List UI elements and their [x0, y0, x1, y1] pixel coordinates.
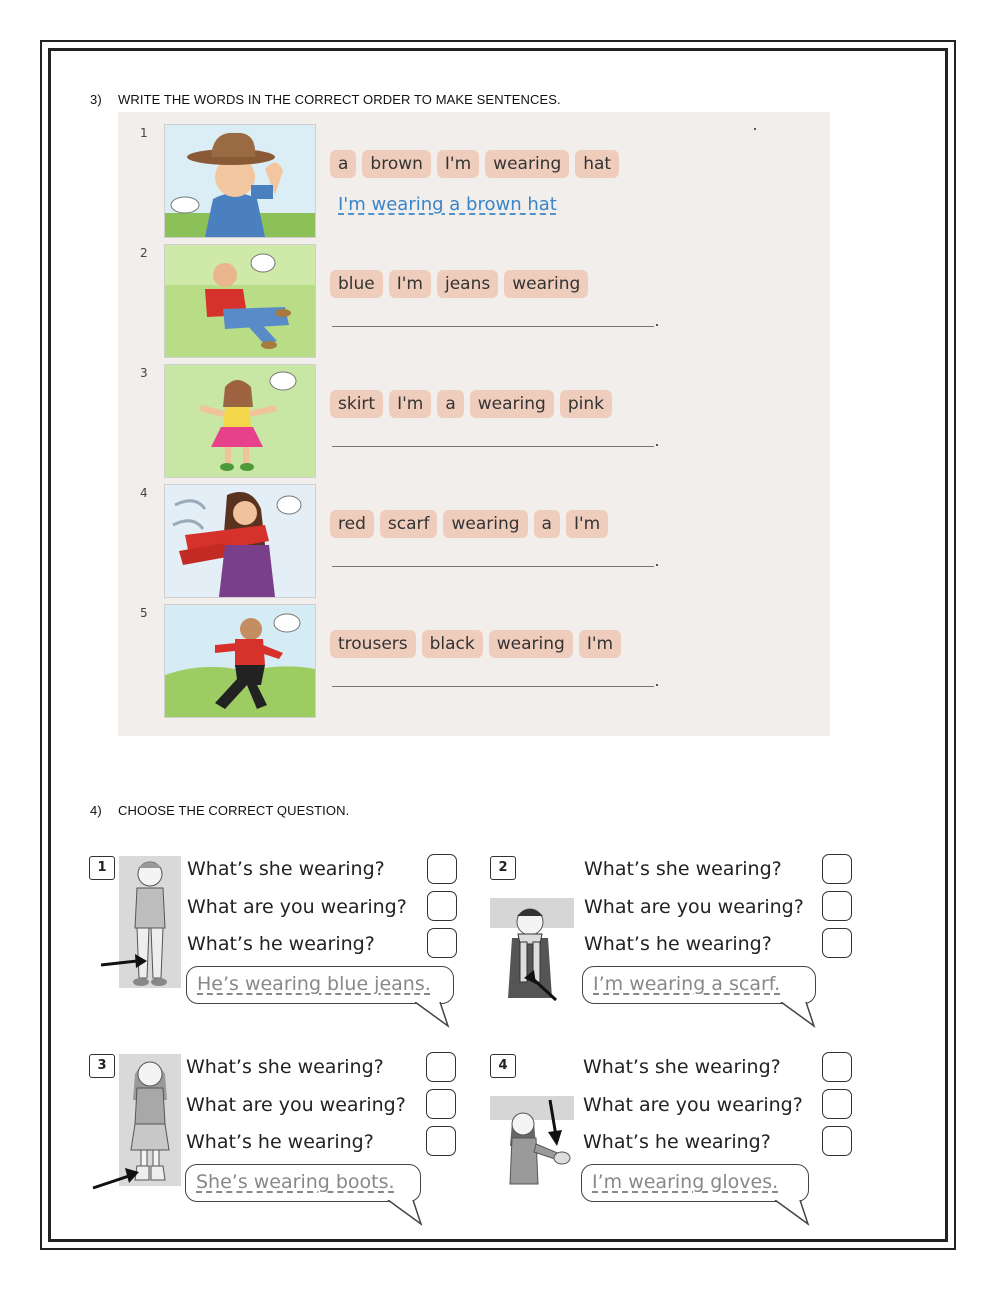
word-tile[interactable]: wearing — [489, 630, 573, 658]
word-tile[interactable]: a — [330, 150, 356, 178]
question-option: What’s she wearing? — [187, 858, 385, 880]
speech-bubble — [185, 1164, 421, 1202]
word-tile[interactable]: red — [330, 510, 374, 538]
answer-text: He’s wearing blue jeans. — [197, 973, 431, 995]
exercise-3-item-3 — [118, 352, 830, 467]
exercise-3-item-5 — [118, 592, 830, 707]
answer-checkbox[interactable] — [426, 1052, 456, 1082]
word-tile[interactable]: wearing — [504, 270, 588, 298]
bubble-tail — [387, 1200, 427, 1226]
word-tile[interactable]: I'm — [389, 390, 431, 418]
item-badge: 2 — [490, 856, 516, 880]
exercise-4-item-1 — [89, 856, 469, 1036]
bubble-tail — [774, 1200, 814, 1226]
word-tile[interactable]: wearing — [443, 510, 527, 538]
question-option: What’s he wearing? — [186, 1131, 374, 1153]
answer-text: I’m wearing gloves. — [592, 1171, 779, 1193]
word-tiles — [330, 510, 608, 538]
word-tile[interactable]: I'm — [566, 510, 608, 538]
answer-line[interactable] — [332, 446, 654, 447]
example-answer: I'm wearing a brown hat — [338, 194, 557, 215]
answer-text: I’m wearing a scarf. — [593, 973, 781, 995]
exercise-3-panel — [118, 112, 830, 736]
answer-checkbox[interactable] — [427, 891, 457, 921]
answer-checkbox[interactable] — [822, 928, 852, 958]
word-tile[interactable]: a — [437, 390, 463, 418]
word-tile[interactable]: I'm — [579, 630, 621, 658]
question-option: What’s she wearing? — [186, 1056, 384, 1078]
boy-scarf-figure — [490, 898, 574, 1002]
answer-line[interactable] — [332, 686, 654, 687]
exercise-3-instruction: WRITE THE WORDS IN THE CORRECT ORDER TO MAKE SENTENCES. — [118, 92, 561, 107]
word-tile[interactable]: pink — [560, 390, 612, 418]
item-badge: 1 — [89, 856, 115, 880]
answer-checkbox[interactable] — [822, 1052, 852, 1082]
question-option: What’s he wearing? — [584, 933, 772, 955]
exercise-4-heading — [90, 803, 349, 818]
exercise-3-item-4 — [118, 472, 830, 587]
answer-line[interactable] — [332, 566, 654, 567]
arrow-icon — [91, 1164, 141, 1192]
jeans-picture — [164, 244, 316, 358]
speech-bubble — [581, 1164, 809, 1202]
item-number: 4 — [140, 486, 148, 500]
answer-text: She’s wearing boots. — [196, 1171, 395, 1193]
item-number: 3 — [140, 366, 148, 380]
word-tiles — [330, 270, 588, 298]
exercise-3-item-2 — [118, 232, 830, 347]
cowboy-hat-picture — [164, 124, 316, 238]
answer-checkbox[interactable] — [822, 1089, 852, 1119]
exercise-3-heading — [90, 92, 561, 107]
item-number: 5 — [140, 606, 148, 620]
question-option: What are you wearing? — [584, 896, 804, 918]
speech-bubble — [582, 966, 816, 1004]
word-tile[interactable]: a — [534, 510, 560, 538]
question-option: What are you wearing? — [186, 1094, 406, 1116]
exercise-3-item-1 — [118, 112, 830, 227]
word-tile[interactable]: scarf — [380, 510, 438, 538]
word-tile[interactable]: trousers — [330, 630, 416, 658]
exercise-4-item-4 — [490, 1054, 870, 1234]
pink-skirt-picture — [164, 364, 316, 478]
word-tile[interactable]: wearing — [470, 390, 554, 418]
exercise-3-number: 3) — [90, 92, 102, 107]
question-option: What’s she wearing? — [583, 1056, 781, 1078]
answer-checkbox[interactable] — [822, 891, 852, 921]
red-scarf-picture — [164, 484, 316, 598]
question-option: What are you wearing? — [583, 1094, 803, 1116]
exercise-4-item-3 — [89, 1054, 469, 1234]
answer-checkbox[interactable] — [426, 1126, 456, 1156]
speech-bubble — [186, 966, 454, 1004]
word-tiles — [330, 150, 619, 178]
answer-checkbox[interactable] — [427, 854, 457, 884]
word-tile[interactable]: blue — [330, 270, 383, 298]
exercise-4-instruction: CHOOSE THE CORRECT QUESTION. — [118, 803, 350, 818]
word-tile[interactable]: hat — [575, 150, 619, 178]
exercise-4-item-2 — [490, 856, 870, 1036]
question-option: What’s she wearing? — [584, 858, 782, 880]
answer-checkbox[interactable] — [427, 928, 457, 958]
word-tile[interactable]: skirt — [330, 390, 383, 418]
word-tile[interactable]: wearing — [485, 150, 569, 178]
item-number: 1 — [140, 126, 148, 140]
word-tile[interactable]: I'm — [389, 270, 431, 298]
word-tile[interactable]: black — [422, 630, 483, 658]
bubble-tail — [414, 1002, 454, 1028]
word-tiles — [330, 630, 621, 658]
answer-line[interactable] — [332, 326, 654, 327]
item-number: 2 — [140, 246, 148, 260]
question-option: What’s he wearing? — [583, 1131, 771, 1153]
answer-checkbox[interactable] — [822, 1126, 852, 1156]
word-tiles — [330, 390, 612, 418]
word-tile[interactable]: I'm — [437, 150, 479, 178]
answer-checkbox[interactable] — [822, 854, 852, 884]
item-badge: 4 — [490, 1054, 516, 1078]
word-tile[interactable]: brown — [362, 150, 431, 178]
arrow-icon — [99, 951, 149, 975]
girl-gloves-figure — [490, 1096, 574, 1186]
word-tile[interactable]: jeans — [437, 270, 498, 298]
exercise-4-number: 4) — [90, 803, 102, 818]
question-option: What are you wearing? — [187, 896, 407, 918]
black-trousers-picture — [164, 604, 316, 718]
answer-checkbox[interactable] — [426, 1089, 456, 1119]
bubble-tail — [780, 1002, 820, 1028]
item-badge: 3 — [89, 1054, 115, 1078]
question-option: What’s he wearing? — [187, 933, 375, 955]
